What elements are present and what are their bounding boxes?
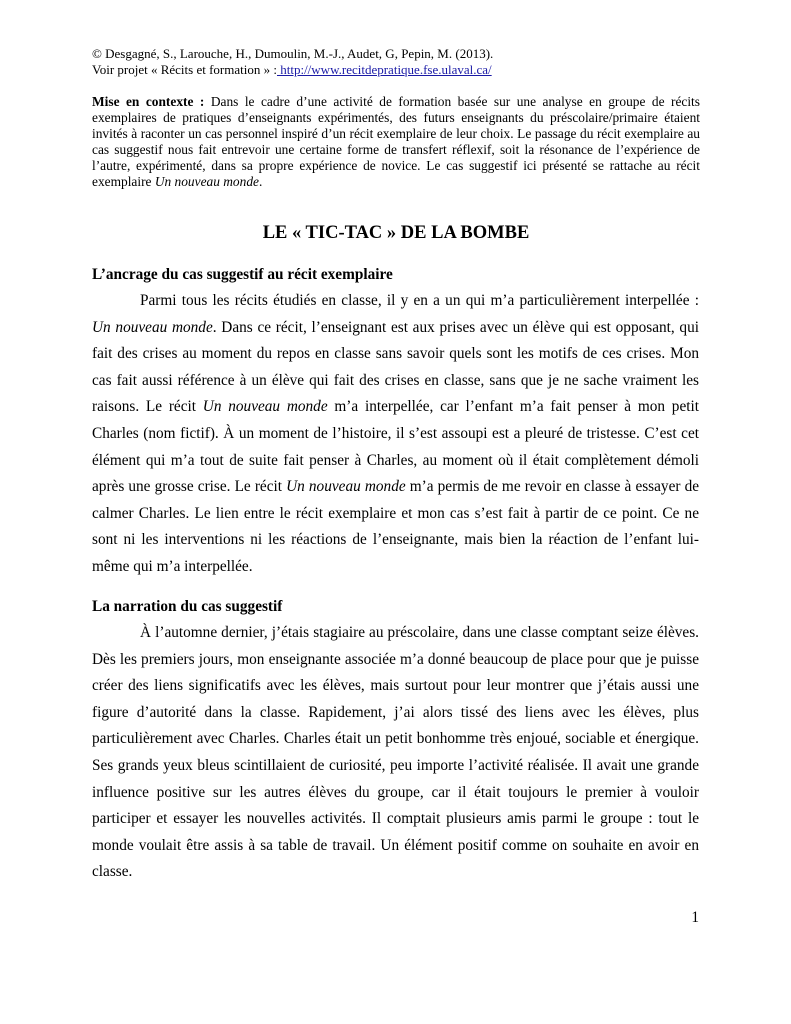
section-paragraph-narration: À l’automne dernier, j’étais stagiaire au préscolaire, dans une classe comptant seize élèves. Dès les premiers jours, mon enseignante associée m’a donné beaucoup de place pour que je puisse créer des liens significatifs avec les élèves, mais surtout pour leur montrer que j’étais aussi une figure d’autorité dans la classe. Rapidement, j’ai alors tissé des liens avec les élèves, plus particulièrement avec Charles. Charles était un petit bonhomme très enjoué, sociable et énergique. Ses grands yeux bleus scintillaient de curiosité, peu importe l’activité réalisée. Il avait une grande influence positive sur les autres élèves du groupe, car il était toujours le premier à vouloir participer et essayer les nouvelles activités. Il comptait plusieurs amis parmi le groupe : tout le monde voulait être assis à sa table de travail. Un élément positif comme on souhaite en avoir en classe. (92, 624, 699, 881)
italic-title: Un nouveau monde (286, 478, 406, 496)
citation-line: © Desgagné, S., Larouche, H., Dumoulin, M.-J., Audet, G, Pepin, M. (2013). (92, 46, 494, 61)
project-link[interactable]: http://www.recitdepratique.fse.ulaval.ca/ (276, 62, 492, 77)
page-number: 1 (691, 909, 699, 926)
document-title: LE « TIC-TAC » DE LA BOMBE (262, 223, 530, 243)
paragraph-text: m’a permis de me revoir en classe à essayer de calmer Charles. Le lien entre le récit exemplaire et mon cas s’est fait à partir de ce point. Ce ne sont ni les interventions ni les réactions de l’enseignante, mais bien la réaction de l’enfant lui-même qui m’a interpellée. (92, 478, 700, 575)
project-prefix: Voir projet « Récits et formation » : (92, 62, 277, 77)
section-paragraph-ancrage (92, 288, 699, 581)
context-paragraph (92, 94, 700, 191)
context-italic-title: Un nouveau monde (154, 174, 259, 190)
paragraph-text: m’a interpellée, car l’enfant m’a fait penser à mon petit Charles (nom fictif). À un moment de l’histoire, il s’est assoupi est a pleuré de tristesse. C’est cet élément qui m’a tout de suite fait penser à Charles, au moment où il était complètement démoli après une grosse crise. Le récit (92, 398, 699, 496)
italic-title: Un nouveau monde (202, 398, 328, 416)
context-end: . (258, 174, 263, 190)
italic-title: Un nouveau monde (92, 318, 213, 336)
paragraph-text: Parmi tous les récits étudiés en classe, il y en a un qui m’a particulièrement interpellée : (140, 292, 699, 309)
project-line (92, 62, 702, 78)
citation-header (92, 46, 702, 78)
section-heading-ancrage: L’ancrage du cas suggestif au récit exemplaire (92, 266, 393, 283)
context-text: Dans le cadre d’une activité de formation basée sur une analyse en groupe de récits exemplaires de pratiques d’enseignants expérimentés, des futurs enseignants du préscolaire/primaire étaient invités à raconter un cas personnel inspiré d’un récit exemplaire de leur choix. Le passage du récit exemplaire au cas suggestif nous fait entrevoir une certaine forme de transfert réflexif, soit la résonance de l’expérience de l’autre, expérimenté, dans sa propre expérience de novice. Le cas suggestif ici présenté se rattache au récit exemplaire (92, 94, 700, 190)
paragraph-text: . Dans ce récit, l’enseignant est aux prises avec un élève qui est opposant, qui fait des crises au moment du repos en classe sans savoir quels sont les motifs de ces crises. Mon cas fait aussi référence à un élève qui fait des crises en classe, sans que je ne sache vraiment les raisons. Le récit (92, 318, 699, 416)
context-label: Mise en contexte : (92, 94, 205, 109)
section-heading-narration: La narration du cas suggestif (92, 598, 283, 615)
